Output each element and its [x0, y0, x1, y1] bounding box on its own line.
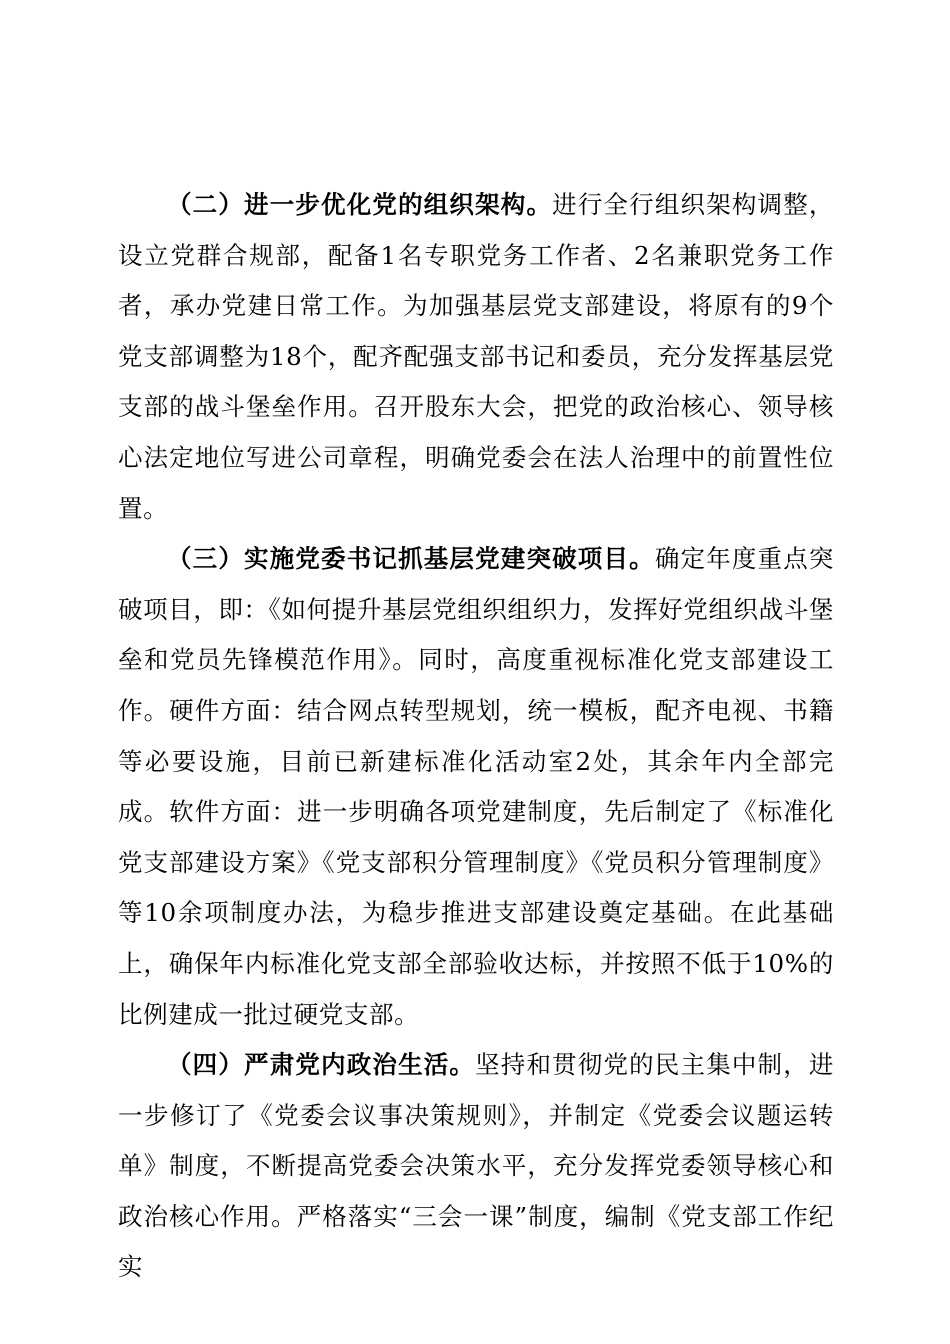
paragraph-heading: （三）实施党委书记抓基层党建突破项目。 [167, 544, 655, 574]
paragraph-heading: （四）严肃党内政治生活。 [167, 1050, 476, 1080]
paragraph-org-structure [118, 180, 834, 534]
paragraph-heading: （二）进一步优化党的组织架构。 [167, 190, 553, 219]
document-body [118, 180, 834, 1293]
paragraph-breakthrough-project [118, 534, 834, 1040]
paragraph-text: 坚持和贯彻党的民主集中制，进一步修订了《党委会议事决策规则》，并制定《党委会议题运转单》制度，不断提高党委会决策水平，充分发挥党委领导核心和政治核心作用。严格落实“三会一课”制度，编制《党支部工作纪实 [118, 1050, 834, 1282]
paragraph-text: 进行全行组织架构调整，设立党群合规部，配备1名专职党务工作者、2名兼职党务工作者，承办党建日常工作。为加强基层党支部建设，将原有的9个党支部调整为18个，配齐配强支部书记和委员，充分发挥基层党支部的战斗堡垒作用。召开股东大会，把党的政治核心、领导核心法定地位写进公司章程，明确党委会在法人治理中的前置性位置。 [118, 190, 834, 523]
paragraph-political-life [118, 1040, 834, 1293]
paragraph-text: 确定年度重点突破项目，即：《如何提升基层党组织组织力，发挥好党组织战斗堡垒和党员先锋模范作用》。同时，高度重视标准化党支部建设工作。硬件方面：结合网点转型规划，统一模板，配齐电视、书籍等必要设施，目前已新建标准化活动室2处，其余年内全部完成。软件方面：进一步明确各项党建制度，先后制定了《标准化党支部建设方案》《党支部积分管理制度》《党员积分管理制度》等10余项制度办法，为稳步推进支部建设奠定基础。在此基础上，确保年内标准化党支部全部验收达标，并按照不低于10%的比例建成一批过硬党支部。 [118, 544, 834, 1029]
